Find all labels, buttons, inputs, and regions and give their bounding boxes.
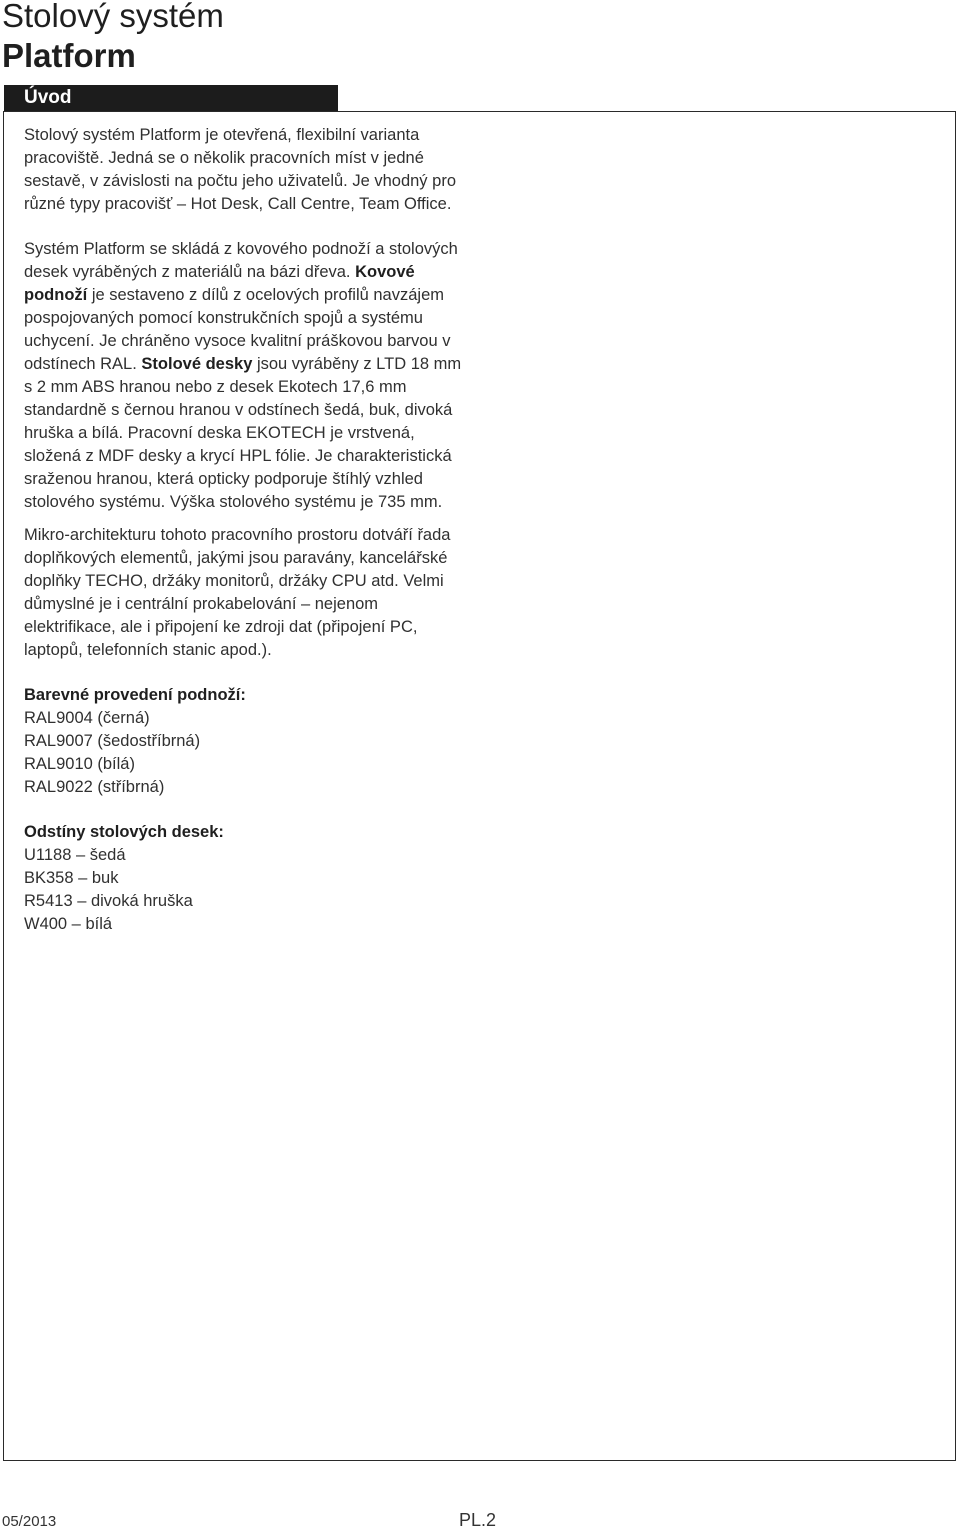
page-title-line2: Platform [2, 37, 136, 74]
list-item: RAL9022 (stříbrná) [24, 778, 165, 796]
list-item: RAL9007 (šedostříbrná) [24, 732, 201, 750]
intro-paragraph-1: Stolový systém Platform je otevřená, flexibilní varianta pracoviště. Jedná se o několik pracovních míst v jedné sestavě, v závislosti na počtu jeho uživatelů. Je vhodný pro různé typy pracovišť – Hot Desk, Call Centre, Team Office. [24, 126, 456, 213]
section-header-label: Úvod [24, 87, 72, 108]
colors-list [24, 684, 464, 799]
list-item: RAL9010 (bílá) [24, 755, 135, 773]
p2-bold-legs: Kovové podnoží [24, 263, 415, 304]
desks-list [24, 821, 464, 936]
intro-paragraph-2 [24, 238, 464, 514]
list-item: U1188 – šedá [24, 846, 126, 864]
desks-list-heading: Odstíny stolových desek: [24, 823, 224, 841]
section-header-bar [4, 85, 338, 111]
content-column [24, 124, 464, 958]
p2-text-c: je sestaveno z dílů z ocelových profilů navzájem pospojovaných pomocí konstrukčních spojů a systému uchycení. Je chráněno vysoce kvalitní práškovou barvou v odstínech RAL. [24, 286, 451, 373]
p2-text-a: Systém Platform se skládá z kovového podnoží a stolových desek vyráběných z materiálů na bázi dřeva. [24, 240, 458, 281]
list-item: RAL9004 (černá) [24, 709, 150, 727]
footer-page-number: PL.2 [459, 1510, 497, 1530]
list-item: BK358 – buk [24, 869, 119, 887]
page-title-line1: Stolový systém [2, 0, 224, 34]
list-item: R5413 – divoká hruška [24, 892, 193, 910]
footer-date: 05/2013 [2, 1513, 57, 1530]
colors-list-heading: Barevné provedení podnoží: [24, 686, 246, 704]
intro-paragraph-3: Mikro-architekturu tohoto pracovního prostoru dotváří řada doplňkových elementů, jakými jsou paravány, kancelářské doplňky TECHO, držáky monitorů, držáky CPU atd. Velmi důmyslné je i centrální prokabelování – nejenom elektrifikace, ale i připojení ke zdroji dat (připojení PC, laptopů, telefonních stanic apod.). [24, 526, 451, 659]
p2-text-e: jsou vyráběny z LTD 18 mm s 2 mm ABS hranou nebo z desek Ekotech 17,6 mm standardně s černou hranou v odstínech šedá, buk, divoká hruška a bílá. Pracovní deska EKOTECH je vrstvená, složená z MDF desky a krycí HPL fólie. Je charakteristická sraženou hranou, která opticky podporuje štíhlý vzhled stolového systému. Výška stolového systému je 735 mm. [24, 355, 462, 511]
p2-bold-desks: Stolové desky [141, 355, 253, 373]
list-item: W400 – bílá [24, 915, 113, 933]
